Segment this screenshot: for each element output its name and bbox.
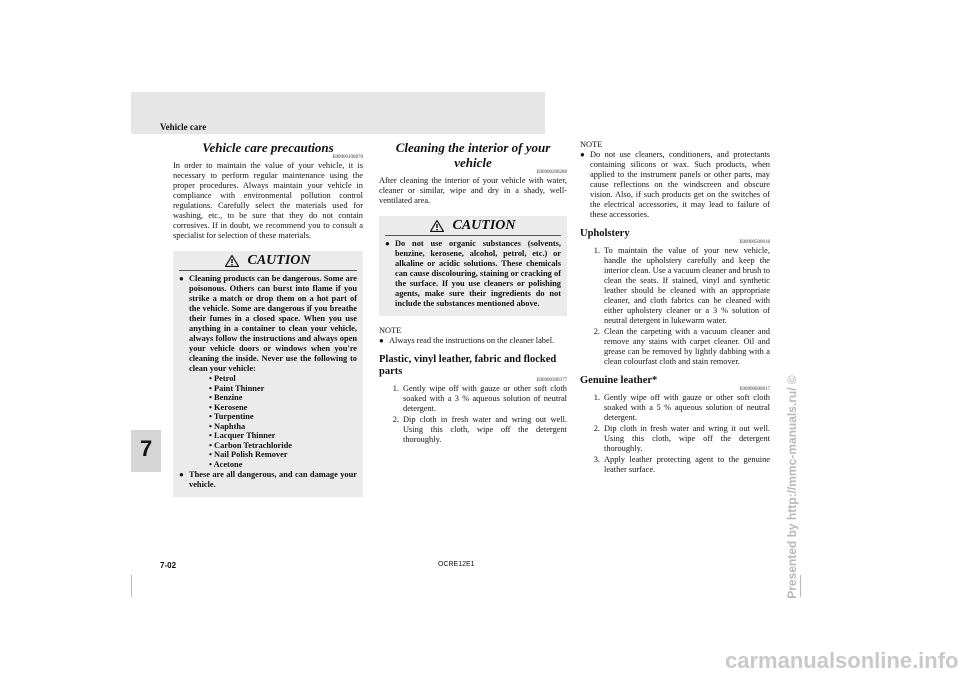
bullet-icon: ● bbox=[179, 470, 184, 479]
section-code: E00900100870 bbox=[332, 155, 363, 160]
caution-title: CAUTION bbox=[452, 218, 516, 233]
caution-item-text: These are all dangerous, and can damage your vehicle. bbox=[189, 470, 357, 489]
step-number: 2. bbox=[392, 415, 399, 424]
list-item bbox=[379, 415, 567, 445]
page-header-title: Vehicle care bbox=[160, 122, 207, 132]
leather-code: E00900600817 bbox=[739, 387, 770, 392]
note-item bbox=[379, 336, 567, 346]
step-text: Gently wipe off with gauze or other soft cloth soaked with a 5 % aqueous solution of neutral detergent. bbox=[604, 393, 770, 422]
note-label: NOTE bbox=[580, 140, 603, 149]
column-vehicle-care-precautions bbox=[173, 140, 363, 497]
note-label: NOTE bbox=[379, 326, 402, 335]
list-item: • Petrol bbox=[209, 374, 357, 384]
leather-steps bbox=[580, 393, 770, 475]
page-number: 7-02 bbox=[160, 561, 177, 570]
caution-header bbox=[179, 255, 357, 271]
vertical-watermark bbox=[784, 0, 860, 679]
list-item: • Paint Thinner bbox=[209, 384, 357, 394]
upholstery-code: E00900500018 bbox=[739, 240, 770, 245]
bullet-icon: ● bbox=[385, 239, 390, 248]
step-text: Gently wipe off with gauze or other soft cloth soaked with a 3 % aqueous solution of neutral detergent. bbox=[403, 384, 567, 413]
step-text: Clean the carpeting with a vacuum cleaner and remove any stains with carpet cleaner. Oil and grease can be removed by lightly dabbing with a clean colourfast cloth and stain remover. bbox=[604, 327, 770, 366]
crop-mark bbox=[131, 575, 132, 597]
caution-item-text: Do not use organic substances (solvents, benzine, kerosene, alcohol, petrol, etc.) or alkaline or acidic solutions. These chemicals can cause discolouring, staining or cracking of the surface. If you use cleaners or polishing agents, make sure their ingredients do not include the substances mentioned above. bbox=[395, 239, 561, 308]
substance-list bbox=[209, 374, 357, 469]
caution-item bbox=[385, 239, 561, 309]
column-upholstery bbox=[580, 140, 770, 476]
list-item bbox=[580, 424, 770, 454]
list-item: • Acetone bbox=[209, 460, 357, 470]
chapter-tab bbox=[131, 430, 161, 472]
list-item: • Naphtha bbox=[209, 422, 357, 432]
list-item bbox=[580, 393, 770, 423]
step-number: 1. bbox=[392, 384, 399, 393]
caution-box bbox=[173, 251, 363, 497]
crop-mark bbox=[800, 575, 801, 597]
section-heading-line1: Cleaning the interior of your bbox=[395, 140, 551, 155]
list-item: • Kerosene bbox=[209, 403, 357, 413]
step-number: 1. bbox=[593, 393, 600, 402]
bullet-icon: ● bbox=[580, 150, 585, 159]
intro-paragraph: In order to maintain the value of your vehicle, it is necessary to perform regular maintenance using the proper procedures. Always maintain your vehicle in compliance with environmental pollution control regulations. Carefully select the materials used for washing, etc., to be sure that they do not contain corrosives. If in doubt, we recommend you to consult a specialist for selection of these materials. bbox=[173, 161, 363, 240]
intro-paragraph: After cleaning the interior of your vehicle with water, cleaner or similar, wipe and dry in a shady, well-ventilated area. bbox=[379, 176, 567, 205]
caution-title: CAUTION bbox=[247, 253, 311, 268]
caution-header bbox=[385, 220, 561, 236]
chapter-number: 7 bbox=[140, 436, 153, 461]
warning-triangle-icon bbox=[225, 255, 239, 267]
watermark-text: Presented by http://mmc-manuals.ru/ © bbox=[784, 375, 799, 599]
step-text: To maintain the value of your new vehicle, handle the upholstery carefully and keep the interior clean. Use a vacuum cleaner and brush to clean the seats. If stained, vinyl and synthetic leather should be cleaned with an appropriate cleaner, and cloth fabrics can be cleaned with either upholstery cleaner or a 3 % solution of neutral detergent in lukewarm water. bbox=[604, 246, 770, 325]
upholstery-steps bbox=[580, 246, 770, 367]
section-heading: Vehicle care precautions bbox=[202, 140, 334, 155]
document-code: OCRE12E1 bbox=[438, 561, 475, 568]
section-heading-line2: vehicle bbox=[454, 155, 492, 170]
site-watermark: carmanualsonline.info bbox=[725, 648, 959, 673]
note-item bbox=[580, 150, 770, 220]
caution-item-text: Cleaning products can be dangerous. Some are poisonous. Others can burst into flame if you strike a match or drop them on a hot part of the vehicle. Some are dangerous if you breathe their fumes in a closed space. When you use anything in a container to clean your vehicle, always follow the instructions and always open your vehicle doors or windows when you're cleaning the inside. Never use the following to clean your vehicle: bbox=[189, 274, 357, 373]
column-cleaning-interior bbox=[379, 140, 567, 446]
list-item: • Turpentine bbox=[209, 412, 357, 422]
list-item bbox=[580, 246, 770, 326]
steps-list bbox=[379, 384, 567, 445]
step-text: Apply leather protecting agent to the genuine leather surface. bbox=[604, 455, 770, 474]
list-item: • Nail Polish Remover bbox=[209, 450, 357, 460]
caution-box bbox=[379, 216, 567, 316]
leather-heading: Genuine leather* bbox=[580, 375, 658, 386]
section-code: E00900200288 bbox=[536, 170, 567, 175]
step-text: Dip cloth in fresh water and wring it out well. Using this cloth, wipe off the detergent thoroughly. bbox=[604, 424, 770, 453]
warning-triangle-icon bbox=[430, 220, 444, 232]
note-text: Always read the instructions on the cleaner label. bbox=[389, 336, 555, 345]
step-number: 3. bbox=[593, 455, 600, 464]
step-text: Dip cloth in fresh water and wring out well. Using this cloth, wipe off the detergent thoroughly. bbox=[403, 415, 567, 444]
subsection-heading: Plastic, vinyl leather, fabric and flocked parts bbox=[379, 354, 557, 377]
bullet-icon: ● bbox=[179, 274, 184, 283]
note-text: Do not use cleaners, conditioners, and protectants containing silicons or wax. Such products, when applied to the instrument panels or other parts, may cause reflections on the windscreen and obscure vision. Also, if such products get on the switches of the electrical accessories, it may lead to failure of these accessories. bbox=[590, 150, 770, 219]
list-item bbox=[379, 384, 567, 414]
bullet-icon: ● bbox=[379, 336, 384, 345]
list-item: • Benzine bbox=[209, 393, 357, 403]
section-heading bbox=[379, 140, 567, 170]
caution-item bbox=[179, 274, 357, 469]
step-number: 1. bbox=[593, 246, 600, 255]
step-number: 2. bbox=[593, 327, 600, 336]
upholstery-heading: Upholstery bbox=[580, 228, 630, 239]
subsection-code: E00900300377 bbox=[536, 378, 567, 383]
list-item: • Lacquer Thinner bbox=[209, 431, 357, 441]
list-item bbox=[580, 327, 770, 367]
caution-item bbox=[179, 470, 357, 490]
step-number: 2. bbox=[593, 424, 600, 433]
list-item bbox=[580, 455, 770, 475]
list-item: • Carbon Tetrachloride bbox=[209, 441, 357, 451]
